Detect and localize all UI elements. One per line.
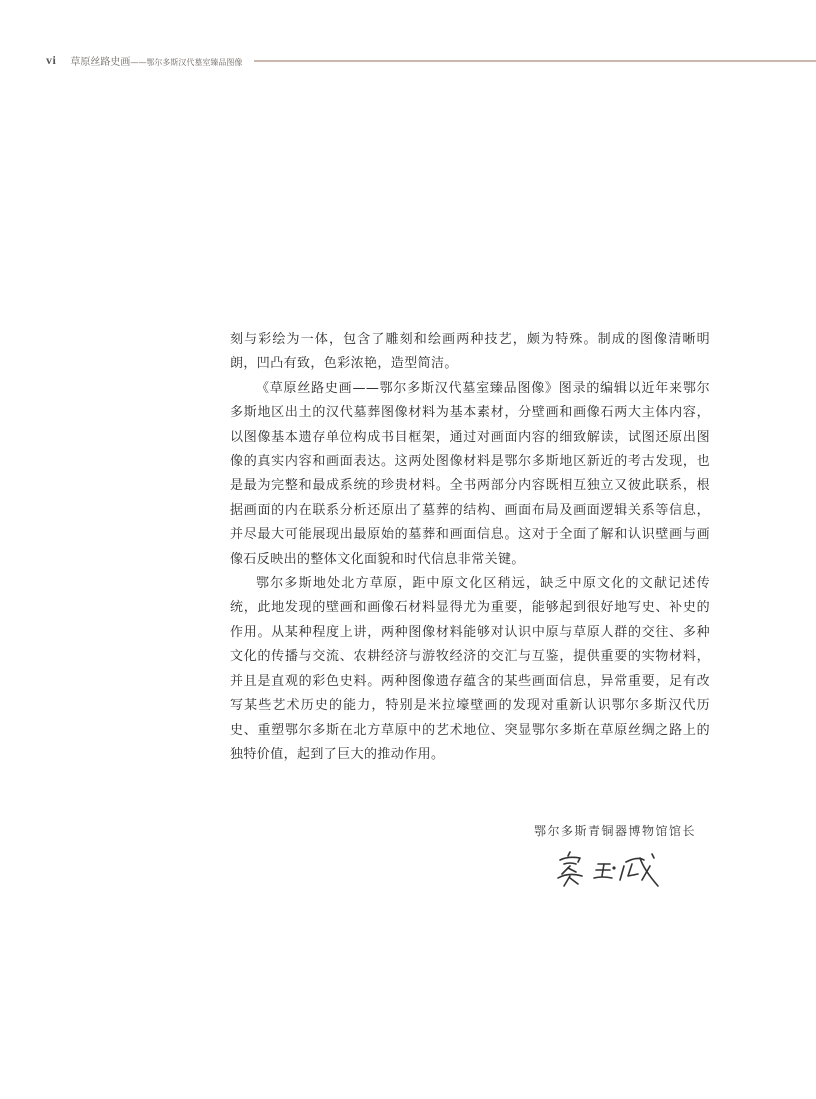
paragraph-continuation: 刻与彩绘为一体，包含了雕刻和绘画两种技艺，颇为特殊。制成的图像清晰明朗，凹凸有致，色彩浓艳，造型简洁。 <box>230 332 710 372</box>
running-title <box>70 53 242 68</box>
running-header <box>46 52 816 68</box>
page-number: vi <box>46 52 57 67</box>
book-title: 草原丝路史画 <box>70 56 131 68</box>
body-text <box>230 328 710 767</box>
paragraph: 《草原丝路史画——鄂尔多斯汉代墓室臻品图像》图录的编辑以近年来鄂尔多斯地区出土的汉代墓葬图像材料为基本素材，分壁画和画像石两大主体内容，以图像基本遗存单位构成书目框架，通过对画面内容的细致解读，试图还原出图像的真实内容和画面表达。这两处图像材料是鄂尔多斯地区新近的考古发现，也是最为完整和最成系统的珍贵材料。全书两部分内容既相互独立又彼此联系，根据画面的内在联系分析还原出了墓葬的结构、画面布局及画面逻辑关系等信息，并尽最大可能展现出最原始的墓葬和画面信息。这对于全面了解和认识壁画与画像石反映出的整体文化面貌和时代信息非常关键。 <box>230 380 710 567</box>
book-subtitle: ——鄂尔多斯汉代墓室臻品图像 <box>130 57 243 67</box>
paragraph: 鄂尔多斯地处北方草原，距中原文化区稍远，缺乏中原文化的文献记述传统，此地发现的壁画和画像石材料显得尤为重要，能够起到很好地写史、补史的作用。从某种程度上讲，两种图像材料能够对认识中原与草原人群的交往、多种文化的传播与交流、农耕经济与游牧经济的交汇与互鉴，提供重要的实物材料，并且是直观的彩色史料。两种图像遗存蕴含的某些画面信息，异常重要，足有改写某些艺术历史的能力，特别是米拉壕壁画的发现对重新认识鄂尔多斯汉代历史、重塑鄂尔多斯在北方草原中的艺术地位、突显鄂尔多斯在草原丝绸之路上的独特价值，起到了巨大的推动作用。 <box>230 576 710 762</box>
header-rule <box>254 60 816 62</box>
handwritten-signature <box>554 846 666 890</box>
signatory-title: 鄂尔多斯青铜器博物馆馆长 <box>534 824 697 838</box>
